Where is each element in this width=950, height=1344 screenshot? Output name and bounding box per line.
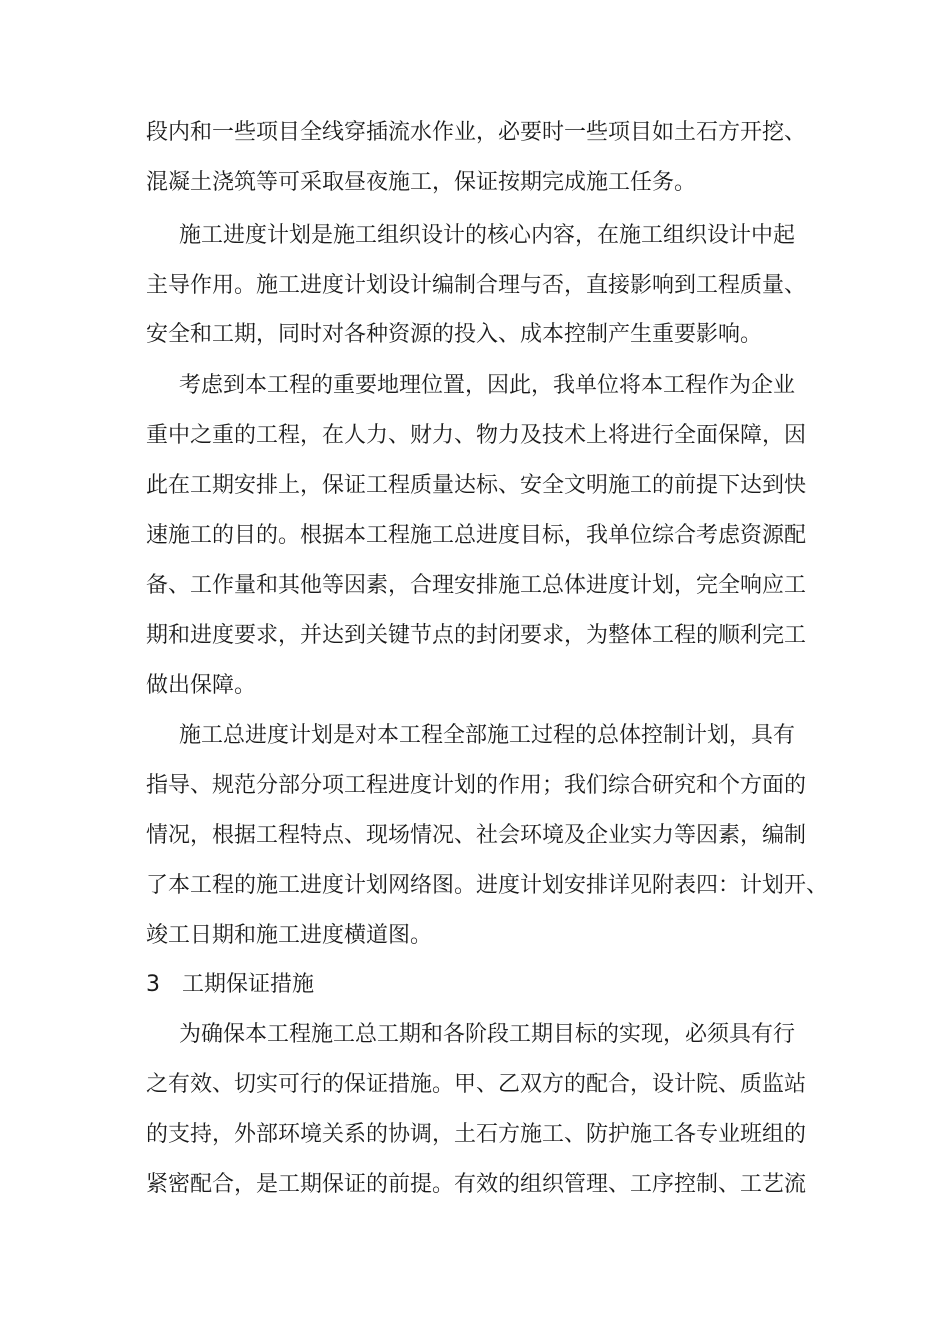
paragraph-line: 紧密配合，是工期保证的前提。有效的组织管理、工序控制、工艺流: [146, 1172, 807, 1197]
paragraph-line: 情况，根据工程特点、现场情况、社会环境及企业实力等因素，编制: [146, 823, 807, 848]
paragraph-line: 混凝土浇筑等可采取昼夜施工，保证按期完成施工任务。: [146, 170, 697, 195]
paragraph-line: 施工进度计划是施工组织设计的核心内容，在施工组织设计中起: [179, 223, 796, 248]
paragraph-line: 速施工的目的。根据本工程施工总进度目标，我单位综合考虑资源配: [146, 523, 807, 548]
paragraph-line: 指导、规范分部分项工程进度计划的作用；我们综合研究和个方面的: [146, 773, 807, 798]
paragraph-line: 安全和工期，同时对各种资源的投入、成本控制产生重要影响。: [146, 322, 763, 347]
paragraph-line: 期和进度要求，并达到关键节点的封闭要求，为整体工程的顺利完工: [146, 623, 807, 648]
paragraph-line: 重中之重的工程，在人力、财力、物力及技术上将进行全面保障，因: [146, 423, 807, 448]
paragraph-line: 施工总进度计划是对本工程全部施工过程的总体控制计划，具有: [179, 723, 796, 748]
paragraph-line: 主导作用。施工进度计划设计编制合理与否，直接影响到工程质量、: [146, 273, 807, 298]
paragraph-line: 备、工作量和其他等因素，合理安排施工总体进度计划，完全响应工: [146, 573, 807, 598]
paragraph-line: 之有效、切实可行的保证措施。甲、乙双方的配合，设计院、质监站: [146, 1072, 807, 1097]
section-heading: [146, 970, 314, 1000]
section-title: 工期保证措施: [182, 972, 315, 997]
paragraph-line: 了本工程的施工进度计划网络图。进度计划安排详见附表四：计划开、: [146, 873, 829, 898]
paragraph-line: 做出保障。: [146, 673, 257, 698]
paragraph-line: 竣工日期和施工进度横道图。: [146, 923, 433, 948]
section-number: 3: [146, 972, 160, 997]
paragraph-line: 考虑到本工程的重要地理位置，因此，我单位将本工程作为企业: [179, 373, 796, 398]
paragraph-line: 为确保本工程施工总工期和各阶段工期目标的实现，必须具有行: [179, 1022, 796, 1047]
paragraph-line: 的支持，外部环境关系的协调，土石方施工、防护施工各专业班组的: [146, 1122, 807, 1147]
paragraph-line: 此在工期安排上，保证工程质量达标、安全文明施工的前提下达到快: [146, 473, 807, 498]
paragraph-line: 段内和一些项目全线穿插流水作业，必要时一些项目如土石方开挖、: [146, 120, 807, 145]
